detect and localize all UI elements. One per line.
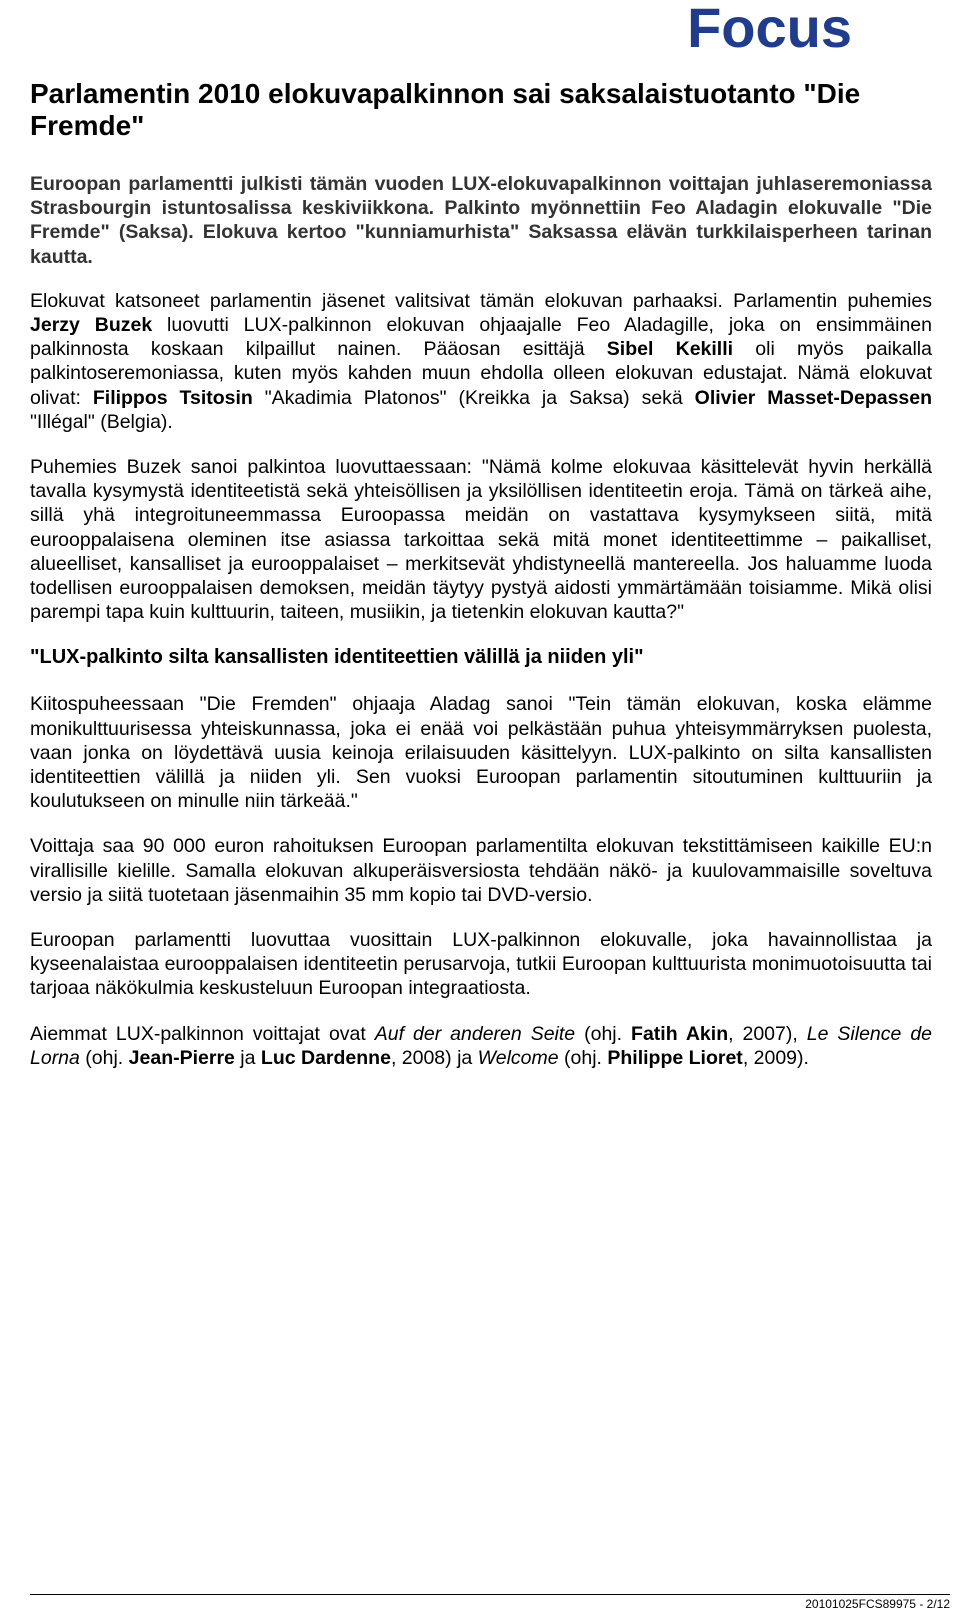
- article-subheading: "LUX-palkinto silta kansallisten identiteettien välillä ja niiden yli": [30, 646, 644, 669]
- article: [30, 78, 932, 1070]
- footer-divider: [30, 1594, 950, 1595]
- person-name: Filippos Tsitosin: [92, 386, 253, 409]
- text-run: (ohj.: [558, 1046, 608, 1069]
- text-run: (ohj.: [79, 1046, 129, 1069]
- person-name: Luc Dardenne: [260, 1046, 391, 1069]
- person-name: Sibel Kekilli: [606, 338, 734, 361]
- film-title: Auf der anderen Seite: [374, 1022, 576, 1045]
- text-run: , 2007),: [728, 1022, 807, 1045]
- article-title: Parlamentin 2010 elokuvapalkinnon sai saksalaistuotanto "Die Fremde": [30, 78, 861, 141]
- person-name: Olivier Masset-Depassen: [694, 386, 933, 409]
- text-run: Elokuvat katsoneet parlamentin jäsenet valitsivat tämän elokuvan parhaaksi. Parlamentin puhemies: [30, 289, 932, 312]
- person-name: Fatih Akin: [631, 1022, 729, 1045]
- person-name: Jean-Pierre: [128, 1046, 235, 1069]
- text-run: , 2008) ja: [390, 1046, 478, 1069]
- person-name: Jerzy Buzek: [30, 314, 153, 337]
- text-run: "Akadimia Platonos" (Kreikka ja Saksa) sekä: [252, 386, 695, 409]
- paragraph-previous-winners: [30, 1022, 932, 1070]
- text-run: , 2009).: [742, 1046, 809, 1069]
- focus-logo: Focus: [687, 0, 852, 59]
- person-name: Philippe Lioret: [607, 1046, 743, 1069]
- paragraph-jury-decision: [30, 289, 932, 434]
- film-title: Welcome: [477, 1046, 559, 1069]
- text-run: luovutti LUX-palkinnon elokuvan ohjaajalle Feo Aladagille, joka on ensimmäinen palkinnosta koskaan kilpaillut nainen. Pääosan esittäjä: [30, 314, 932, 361]
- text-run: "Illégal" (Belgia).: [30, 410, 173, 433]
- text-run: ja: [234, 1046, 261, 1069]
- paragraph-prize-funding: Voittaja saa 90 000 euron rahoituksen Euroopan parlamentilta elokuvan tekstittämiseen kaikille EU:n virallisille kielille. Samalla elokuvan alkuperäisversiosta tehdään näkö- ja kuulovammaisille soveltuva versio ja siitä tuotetaan jäsenmaihin 35 mm kopio tai DVD-versio.: [30, 835, 932, 906]
- paragraph-prize-purpose: Euroopan parlamentti luovuttaa vuosittain LUX-palkinnon elokuvalle, joka havainnollistaa ja kyseenalaistaa eurooppalaisen identiteetin perusarvoja, tutkii Euroopan kulttuurista monimuotoisuutta tai tarjoaa näkökulmia keskusteluun Euroopan integraatiosta.: [30, 929, 932, 1000]
- text-run: (ohj.: [575, 1022, 632, 1045]
- text-run: Aiemmat LUX-palkinnon voittajat ovat: [30, 1022, 375, 1045]
- film-title: Le Silence de Lorna: [30, 1022, 933, 1069]
- paragraph-aladag-speech: Kiitospuheessaan "Die Fremden" ohjaaja Aladag sanoi "Tein tämän elokuvan, koska elämme monikulttuurisessa yhteiskunnassa, joka ei enää voi pelkästään puhua yhteisymmärryksen puolesta, vaan jonka on löydettävä uusia keinoja erilaisuuden käsittelyyn. LUX-palkinto on silta kansallisten identiteettien välillä ja niiden yli. Sen vuoksi Euroopan parlamentin sitoutuminen kulttuuriin ja koulutukseen on minulle niin tärkeää.": [30, 693, 932, 813]
- footer-reference: 20101025FCS89975 - 2/12: [805, 1597, 950, 1611]
- article-lead: Euroopan parlamentti julkisti tämän vuoden LUX-elokuvapalkinnon voittajan juhlaseremoniassa Strasbourgin istuntosalissa keskiviikkona. Palkinto myönnettiin Feo Aladagin elokuvalle "Die Fremde" (Saksa). Elokuva kertoo "kunniamurhista" Saksassa elävän turkkilaisperheen tarinan kautta.: [30, 173, 932, 268]
- text-run: oli myös paikalla palkintoseremoniassa, kuten myös kahden muun ehdolla olleen elokuvan edustajat. Nämä elokuvat olivat:: [30, 338, 932, 409]
- paragraph-buzek-quote: Puhemies Buzek sanoi palkintoa luovuttaessaan: "Nämä kolme elokuvaa käsittelevät hyvin herkällä tavalla kysymystä identiteetistä sekä yhteisöllisen ja yksilöllisen identiteetin eroja. Tämä on tärkeä aihe, sillä yhä integroituneemmassa Euroopassa meidän on vastattava kysymykseen siitä, mitä eurooppalaisena oleminen itse asiassa tarkoittaa sekä mitä monet identiteettimme – paikalliset, alueelliset, kansalliset ja eurooppalaiset – merkitsevät yhdistyneellä mantereella. Jos haluamme luoda todellisen eurooppalaisen demoksen, meidän täytyy pystyä aidosti ymmärtämään toisiamme. Mikä olisi parempi tapa kuin kulttuurin, taiteen, musiikin, ja tietenkin elokuvan kautta?": [30, 456, 932, 624]
